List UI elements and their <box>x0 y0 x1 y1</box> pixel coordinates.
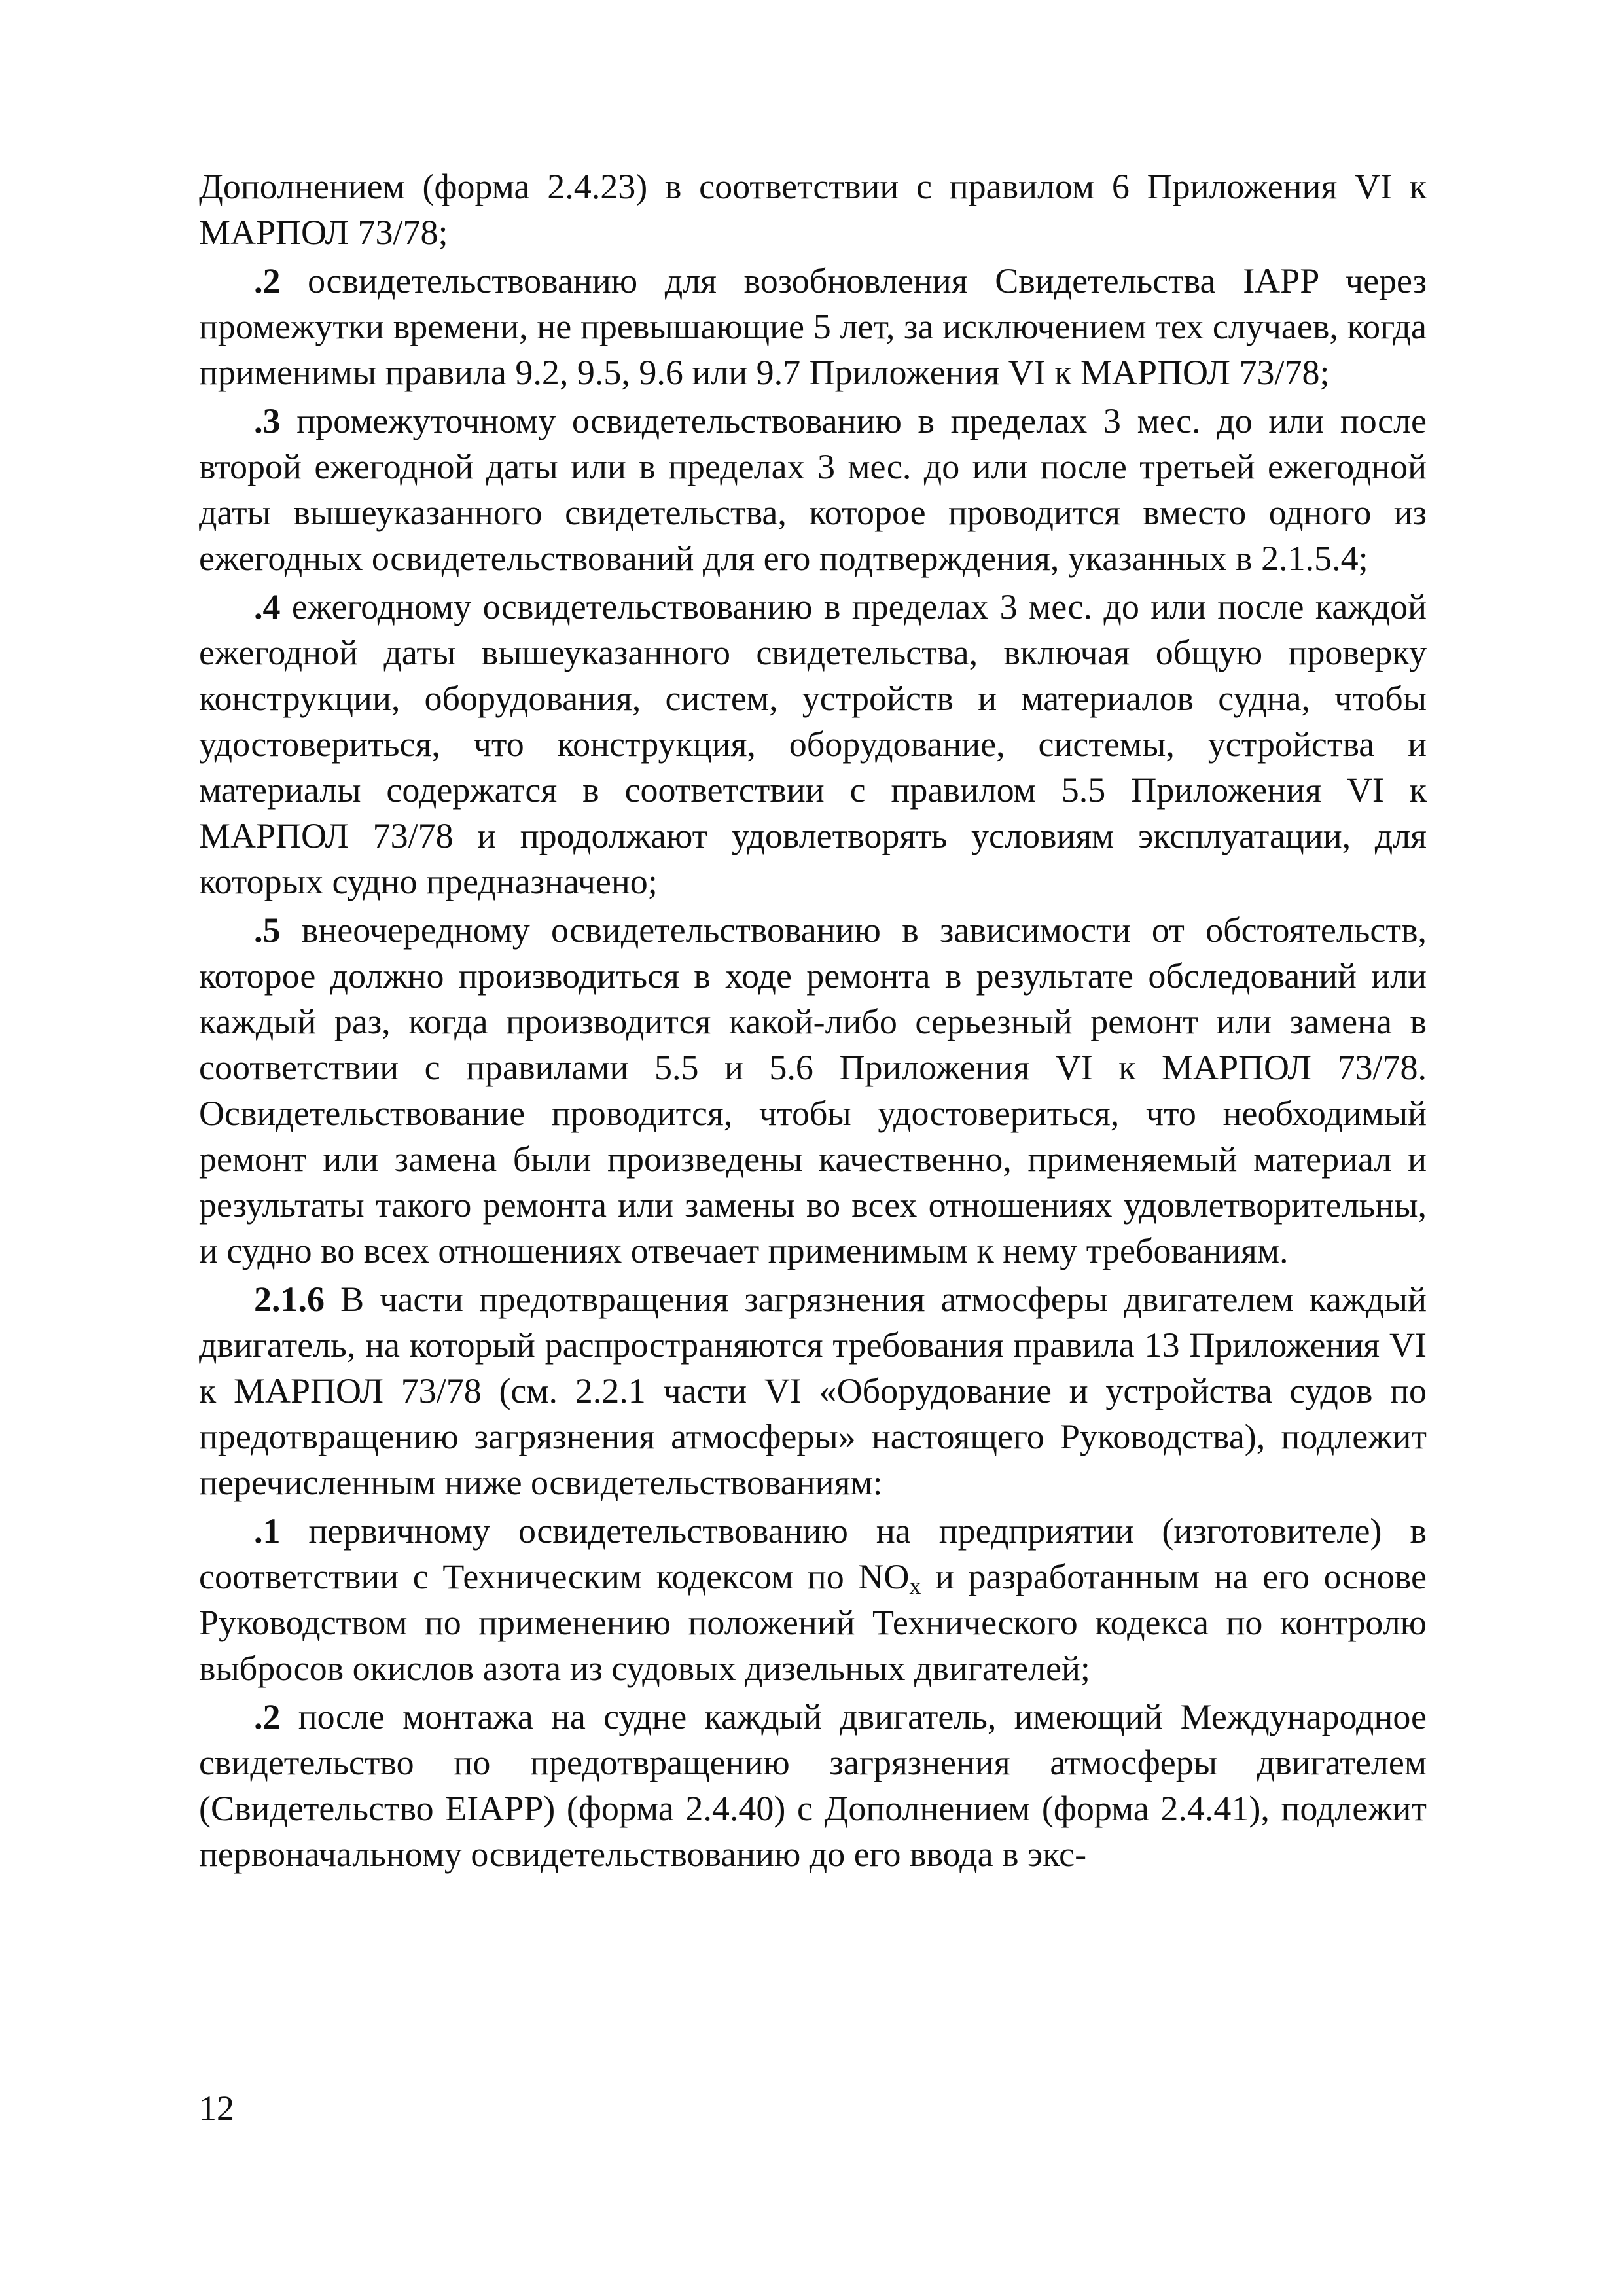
document-page <box>199 164 1427 1880</box>
paragraph-section-2-1-6 <box>199 1276 1427 1505</box>
paragraph-text: первичному освидетельствованию на предприятии (изготовителе) в соответствии с Техническим кодексом по NO <box>199 1511 1427 1596</box>
item-number: .2 <box>254 1697 281 1736</box>
item-number: .1 <box>254 1511 281 1551</box>
paragraph-item-4 <box>199 584 1427 905</box>
item-number: .3 <box>254 401 281 440</box>
item-number: .2 <box>254 261 281 300</box>
paragraph-text: внеочередному освидетельствованию в зависимости от обстоятельств, которое должно производиться в ходе ремонта в результате обследований или каждый раз, когда производится какой-либо серьезный ремонт или замена в соответствии с правилами 5.5 и 5.6 Приложения VI к МАРПОЛ 73/78. Освидетельствование проводится, чтобы удостовериться, что необходимый ремонт или замена были произведены качественно, применяемый материал и результаты такого ремонта или замены во всех отношениях удовлетворительны, и судно во всех отношениях отвечает применимым к нему требованиям. <box>199 910 1427 1270</box>
item-number: .5 <box>254 910 281 950</box>
subscript-x: x <box>909 1573 921 1599</box>
paragraph-text: ежегодному освидетельствованию в пределах 3 мес. до или после каждой ежегодной даты вышеуказанного свидетельства, включая общую проверку конструкции, оборудования, систем, устройств и материалов судна, чтобы удостовериться, что конструкция, оборудование, системы, устройства и материалы содержатся в соответствии с правилом 5.5 Приложения VI к МАРПОЛ 73/78 и продолжают удовлетворять условиям эксплуатации, для которых судно предназначено; <box>199 587 1427 901</box>
paragraph-item-3 <box>199 398 1427 581</box>
paragraph-2-1-6-item-2 <box>199 1694 1427 1877</box>
paragraph-text: Дополнением (форма 2.4.23) в соответствии с правилом 6 Приложения VI к МАРПОЛ 73/78; <box>199 167 1427 252</box>
page-number: 12 <box>199 2089 234 2128</box>
paragraph-text: В части предотвращения загрязнения атмосферы двигателем каждый двигатель, на который распространяются требования правила 13 Приложения VI к МАРПОЛ 73/78 (см. 2.2.1 части VI «Оборудование и устройства судов по предотвращению загрязнения атмосферы» настоящего Руководства), подлежит перечисленным ниже освидетельствованиям: <box>199 1280 1427 1502</box>
paragraph-2-1-6-item-1 <box>199 1508 1427 1691</box>
paragraph-item-2 <box>199 258 1427 395</box>
paragraph-item-5 <box>199 907 1427 1274</box>
paragraph-text-cont: и разработанным на его основе Руководством по применению положений Технического кодекса по контролю выбросов окислов азота из судовых дизельных двигателей; <box>199 1557 1427 1688</box>
paragraph-text: освидетельствованию для возобновления Свидетельства IAPP через промежутки времени, не превышающие 5 лет, за исключением тех случаев, когда применимы правила 9.2, 9.5, 9.6 или 9.7 Приложения VI к МАРПОЛ 73/78; <box>199 261 1427 392</box>
item-number: .4 <box>254 587 281 626</box>
section-number: 2.1.6 <box>254 1280 325 1319</box>
paragraph-continued <box>199 164 1427 255</box>
paragraph-text: промежуточному освидетельствованию в пределах 3 мес. до или после второй ежегодной даты или в пределах 3 мес. до или после третьей ежегодной даты вышеуказанного свидетельства, которое проводится вместо одного из ежегодных освидетельствований для его подтверждения, указанных в 2.1.5.4; <box>199 401 1427 578</box>
paragraph-text: после монтажа на судне каждый двигатель, имеющий Международное свидетельство по предотвращению загрязнения атмосферы двигателем (Свидетельство EIAPP) (форма 2.4.40) с Дополнением (форма 2.4.41), подлежит первоначальному освидетельствованию до его ввода в экс- <box>199 1697 1427 1874</box>
